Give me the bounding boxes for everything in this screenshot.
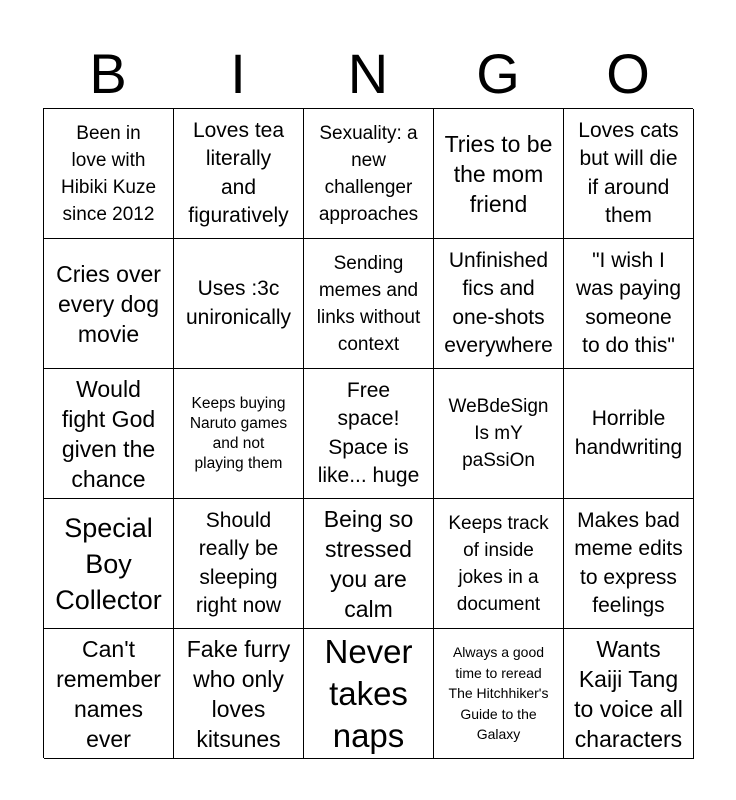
cell-text: Loves tea literally and figuratively <box>188 118 289 227</box>
bingo-cell[interactable] <box>304 109 434 239</box>
bingo-cell[interactable] <box>174 499 304 629</box>
bingo-board <box>43 108 693 758</box>
cell-text: Sending memes and links without context <box>316 252 421 355</box>
cell-text: Sexuality: a new challenger approaches <box>318 122 419 225</box>
bingo-cell[interactable] <box>304 629 434 759</box>
bingo-cell[interactable] <box>44 109 174 239</box>
bingo-cell[interactable] <box>564 109 694 239</box>
header-letter-o: O <box>606 42 650 105</box>
cell-text: Can't remember names ever <box>56 635 161 752</box>
header-letter-g: G <box>476 42 520 105</box>
header-letter-i: I <box>230 42 246 105</box>
bingo-cell[interactable] <box>174 239 304 369</box>
bingo-cell[interactable] <box>174 629 304 759</box>
bingo-cell[interactable] <box>174 369 304 499</box>
cell-text: WeBdeSign Is mY paSsiOn <box>448 396 549 471</box>
cell-text: Horrible handwriting <box>574 407 683 459</box>
bingo-cell[interactable] <box>564 239 694 369</box>
bingo-header <box>43 40 693 108</box>
cell-text: Uses :3c unironically <box>185 277 292 329</box>
cell-text: Keeps buying Naruto games and not playing them <box>189 394 288 472</box>
cell-text: Would fight God given the chance <box>61 375 156 492</box>
cell-text: Keeps track of inside jokes in a document <box>448 512 549 615</box>
bingo-cell[interactable] <box>434 369 564 499</box>
bingo-cell[interactable] <box>434 239 564 369</box>
bingo-cell[interactable] <box>44 369 174 499</box>
bingo-cell[interactable] <box>564 369 694 499</box>
bingo-cell[interactable] <box>564 629 694 759</box>
bingo-cell[interactable] <box>434 109 564 239</box>
cell-text: Should really be sleeping right now <box>195 508 282 617</box>
cell-text: Free space! Space is like... huge <box>317 378 420 487</box>
free-space-cell[interactable] <box>304 369 434 499</box>
cell-text: Special Boy Collector <box>55 512 162 615</box>
cell-text: Loves cats but will die if around them <box>578 118 679 227</box>
header-letter-n: N <box>347 42 389 105</box>
bingo-cell[interactable] <box>434 629 564 759</box>
cell-text: Fake furry who only loves kitsunes <box>186 635 291 752</box>
cell-text: Been in love with Hibiki Kuze since 2012 <box>60 122 157 225</box>
cell-text: Wants Kaiji Tang to voice all characters <box>574 635 683 752</box>
bingo-cell[interactable] <box>434 499 564 629</box>
bingo-cell[interactable] <box>44 239 174 369</box>
cell-text: Always a good time to reread The Hitchhiker's Guide to the Galaxy <box>448 644 549 743</box>
cell-text: Unfinished fics and one-shots everywhere <box>444 248 553 357</box>
cell-text: Cries over every dog movie <box>56 260 161 347</box>
bingo-cell[interactable] <box>44 629 174 759</box>
header-letter-b: B <box>89 42 127 105</box>
cell-text: "I wish I was paying someone to do this" <box>575 248 682 357</box>
bingo-cell[interactable] <box>304 239 434 369</box>
bingo-cell[interactable] <box>44 499 174 629</box>
cell-text: Never takes naps <box>324 632 413 754</box>
cell-text: Makes bad meme edits to express feelings <box>574 508 683 617</box>
cell-text: Tries to be the mom friend <box>444 130 553 217</box>
bingo-cell[interactable] <box>304 499 434 629</box>
bingo-cell[interactable] <box>564 499 694 629</box>
bingo-cell[interactable] <box>174 109 304 239</box>
cell-text: Being so stressed you are calm <box>323 505 414 622</box>
